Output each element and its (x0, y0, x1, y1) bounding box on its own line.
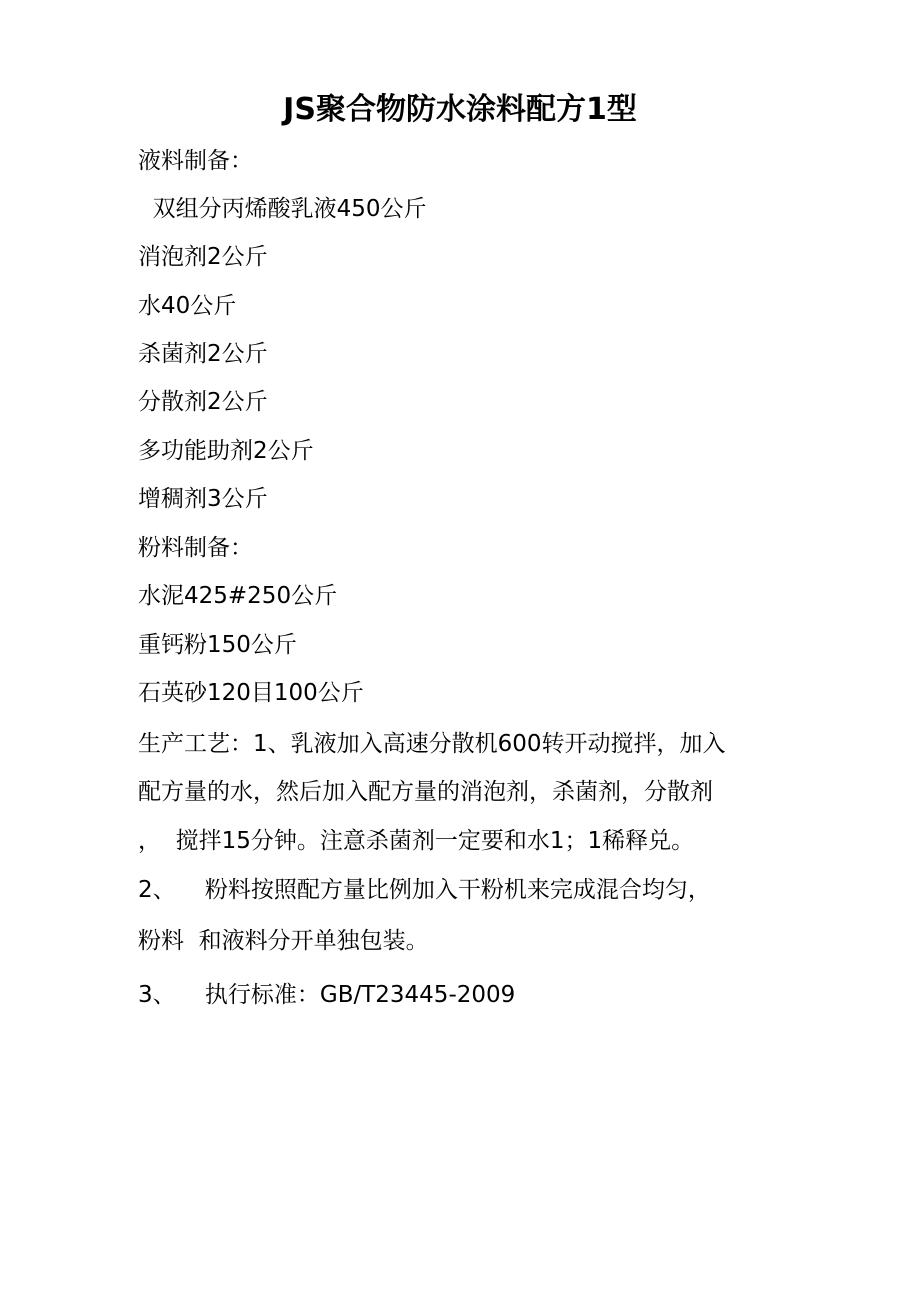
powder-item-calcium: 重钙粉150公斤 (138, 632, 297, 658)
liquid-item-biocide: 杀菌剂2公斤 (138, 341, 268, 367)
process-step-2: 2、 粉料按照配方量比例加入干粉机来完成混合均匀， (138, 877, 711, 903)
process-line-3: ， 搅拌15分钟。注意杀菌剂一定要和水1；1稀释兑。 (138, 828, 695, 854)
powder-heading: 粉料制备： (138, 535, 253, 561)
liquid-item-additive: 多功能助剂2公斤 (138, 438, 314, 464)
liquid-item-dispersant: 分散剂2公斤 (138, 389, 268, 415)
document-title: JS聚合物防水涂料配方1型 (283, 92, 637, 127)
process-step-3: 3、 执行标准：GB/T23445-2009 (138, 982, 516, 1008)
powder-item-cement: 水泥425#250公斤 (138, 583, 338, 609)
liquid-item-water: 水40公斤 (138, 293, 237, 319)
liquid-item-defoamer: 消泡剂2公斤 (138, 244, 268, 270)
liquid-item-emulsion: 双组分丙烯酸乳液450公斤 (138, 196, 427, 222)
process-line-2: 配方量的水，然后加入配方量的消泡剂，杀菌剂，分散剂 (138, 779, 713, 805)
process-line-1: 生产工艺：1、乳液加入高速分散机600转开动搅拌，加入 (138, 731, 726, 757)
powder-item-quartz: 石英砂120目100公斤 (138, 680, 364, 706)
liquid-heading: 液料制备： (138, 148, 253, 174)
process-step-2-cont: 粉料 和液料分开单独包装。 (138, 928, 429, 954)
liquid-item-thickener: 增稠剂3公斤 (138, 486, 268, 512)
